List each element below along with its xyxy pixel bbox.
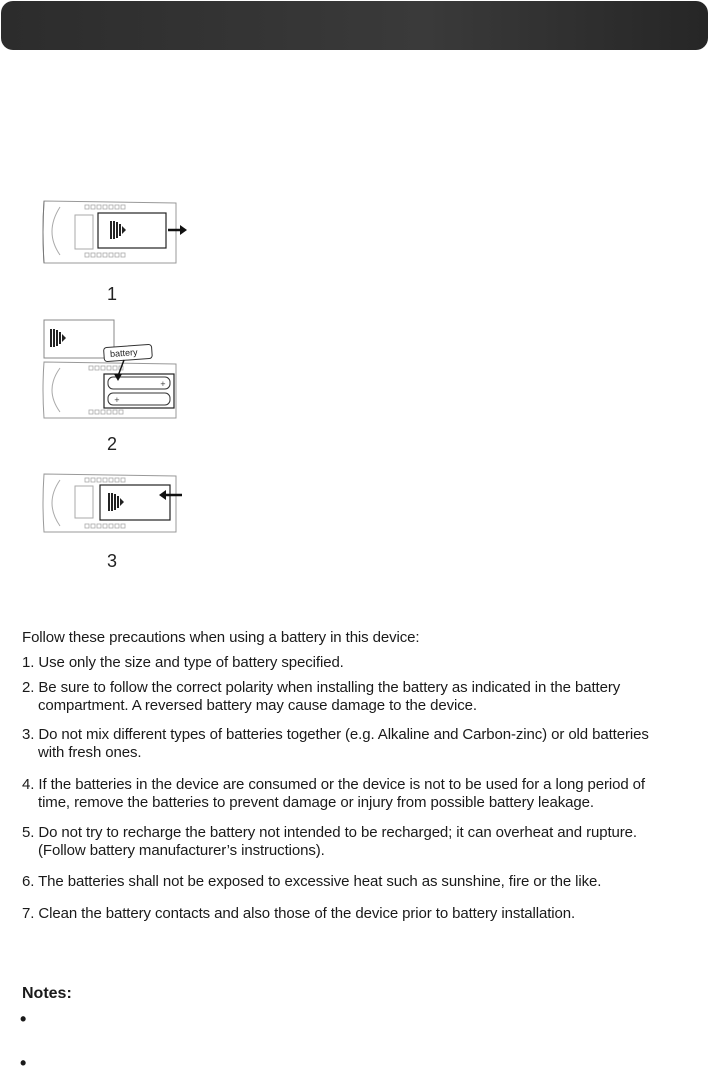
svg-text:+: + bbox=[114, 396, 120, 404]
precaution-item-3-line1: 3. Do not mix different types of batteries together (e.g. Alkaline and Carbon-zinc) or old batteries bbox=[22, 726, 649, 743]
precaution-item-2-line1: 2. Be sure to follow the correct polarity when installing the battery as indicated in the battery bbox=[22, 679, 621, 696]
step-2-label: 2 bbox=[106, 434, 117, 454]
precaution-item-4-line2: time, remove the batteries to prevent damage or injury from possible battery leakage. bbox=[38, 794, 594, 811]
precaution-item-3 bbox=[22, 726, 692, 762]
notes-bullet-2: • bbox=[20, 1053, 27, 1073]
notes-title: Notes: bbox=[22, 985, 72, 1002]
svg-text:+: + bbox=[160, 380, 166, 388]
precaution-item-5 bbox=[22, 824, 692, 860]
precaution-item-4 bbox=[22, 776, 692, 812]
header-bar bbox=[1, 1, 708, 50]
figure-step-2 bbox=[40, 318, 190, 426]
precaution-item-1-line1: 1. Use only the size and type of battery specified. bbox=[22, 654, 344, 671]
precaution-item-2-line2: compartment. A reversed battery may cause damage to the device. bbox=[38, 697, 477, 714]
figure-step-3 bbox=[40, 470, 190, 542]
precaution-item-6 bbox=[22, 873, 692, 891]
precaution-item-7 bbox=[22, 905, 692, 923]
precaution-item-1 bbox=[22, 654, 692, 672]
precaution-item-7-line1: 7. Clean the battery contacts and also those of the device prior to battery installation. bbox=[22, 905, 576, 922]
precaution-item-5-line1: 5. Do not try to recharge the battery not intended to be recharged; it can overheat and rupture. bbox=[22, 824, 637, 841]
battery-tag-label: battery bbox=[109, 347, 138, 359]
precautions-intro: Follow these precautions when using a battery in this device: bbox=[22, 629, 420, 646]
precaution-item-3-line2: with fresh ones. bbox=[38, 744, 142, 761]
step-1-label: 1 bbox=[106, 284, 117, 304]
precaution-item-2 bbox=[22, 679, 692, 715]
notes-bullet-1: • bbox=[20, 1009, 27, 1029]
figure-step-1 bbox=[40, 197, 190, 269]
precaution-item-6-line1: 6. The batteries shall not be exposed to excessive heat such as sunshine, fire or the like. bbox=[22, 873, 602, 890]
precaution-item-4-line1: 4. If the batteries in the device are consumed or the device is not to be used for a long period of bbox=[22, 776, 645, 793]
step-3-label: 3 bbox=[106, 551, 117, 571]
precaution-item-5-line2: (Follow battery manufacturer’s instructions). bbox=[38, 842, 325, 859]
